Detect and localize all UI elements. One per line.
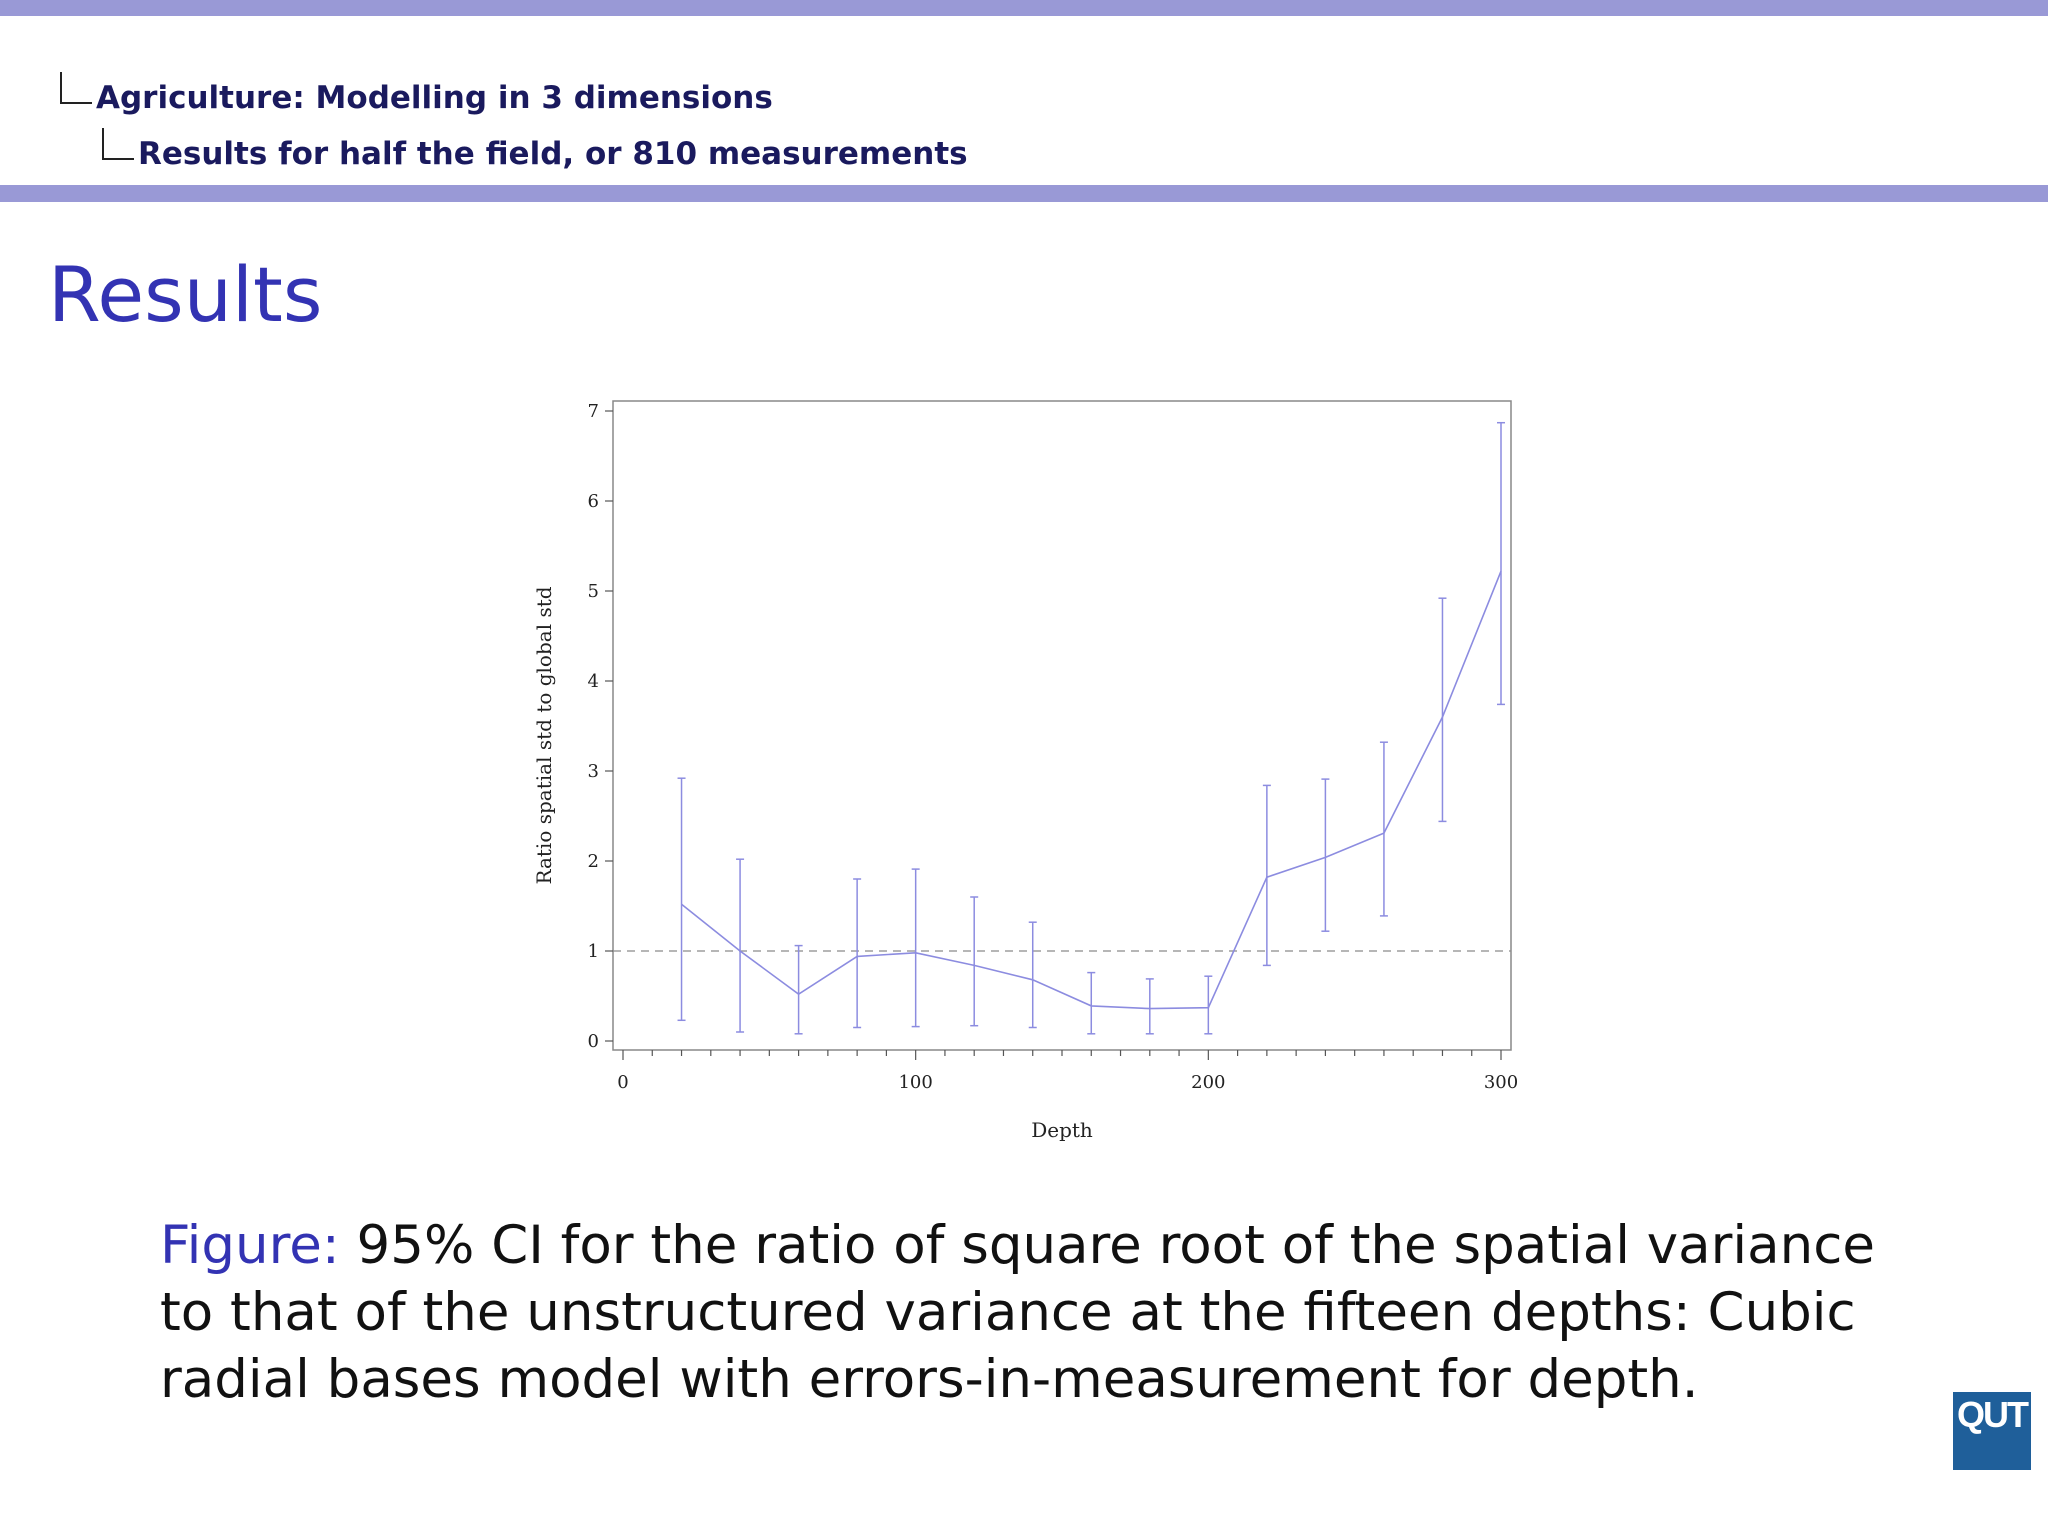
y-tick-label: 1: [587, 941, 599, 962]
x-tick-label: 100: [898, 1072, 933, 1093]
plot-frame: [613, 401, 1511, 1050]
top-decor-bar: [0, 0, 2048, 16]
frame-title: Results: [48, 250, 323, 339]
y-tick-label: 4: [587, 671, 599, 692]
results-chart: [520, 385, 1520, 1165]
y-tick-label: 6: [587, 491, 599, 512]
x-axis-label: Depth: [1031, 1118, 1093, 1142]
figure-caption: [160, 1212, 1920, 1413]
nav-tree-line: [60, 72, 92, 104]
nav-tree-line: [102, 128, 134, 160]
series-line: [682, 571, 1501, 1008]
x-tick-label: 200: [1191, 1072, 1226, 1093]
chart-marks: [678, 423, 1505, 1034]
y-tick-label: 5: [587, 581, 599, 602]
x-tick-label: 300: [1483, 1072, 1519, 1093]
y-tick-label: 3: [587, 761, 599, 782]
y-tick-label: 2: [587, 851, 599, 872]
section-title: Agriculture: Modelling in 3 dimensions: [96, 80, 773, 116]
figure-caption-text: 95% CI for the ratio of square root of the spatial variance to that of the unstructured variance at the fifteen depths: Cubic radial bases model with errors-in-measurement for depth.: [160, 1215, 1875, 1410]
y-tick-label: 0: [587, 1031, 599, 1052]
header-decor-bar: [0, 185, 2048, 202]
figure-label: Figure:: [160, 1215, 340, 1276]
qut-logo-text: QUT: [1957, 1394, 2027, 1435]
subsection-title: Results for half the field, or 810 measurements: [138, 136, 968, 172]
x-tick-label: 0: [617, 1072, 629, 1093]
qut-logo: [1953, 1392, 2031, 1470]
y-tick-label: 7: [587, 401, 599, 422]
y-axis-label: Ratio spatial std to global std: [532, 586, 556, 885]
